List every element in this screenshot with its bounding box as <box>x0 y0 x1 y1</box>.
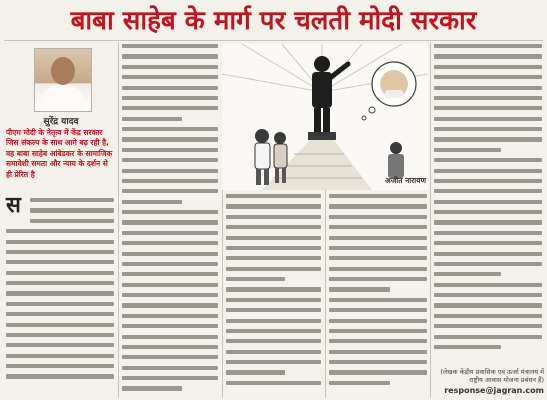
response-email: response@jagran.com <box>444 386 544 395</box>
author-note: (लेखक केंद्रीय प्रवासिक एवं ऊर्जा मंत्रालय में राष्ट्रीय आवास योजना प्रबंधन हैं) <box>440 368 544 384</box>
divider <box>118 42 119 398</box>
drop-cap: स <box>6 193 21 218</box>
author-caption: पीएम मोदी के नेतृत्व में केंद्र सरकार जिस संकल्प के साथ आगे बढ़ रही है, वह बाबा साहेब आंबेडकर के सामाजिक समावेशी समता और न्याय के दर्शन से ही प्रेरित है <box>6 128 113 179</box>
article-column-1 <box>30 198 114 385</box>
cartoon <box>222 44 428 190</box>
divider <box>4 40 543 41</box>
author-photo-face <box>51 57 75 85</box>
article-column-4 <box>329 194 427 391</box>
author-name: सुरेंद्र यादव <box>43 117 79 127</box>
headline: बाबा साहेब के मार्ग पर चलती मोदी सरकार <box>70 6 477 36</box>
cartoon-credit: अजीत नारायण <box>384 176 426 185</box>
article-column-3 <box>226 194 321 391</box>
divider <box>222 190 223 398</box>
article-column-5 <box>434 44 542 355</box>
article-column-2 <box>122 44 218 397</box>
divider <box>325 190 326 398</box>
author-photo <box>34 48 92 112</box>
cartoon-drawing <box>222 44 428 190</box>
divider <box>430 42 431 398</box>
author-photo-shirt <box>41 85 85 112</box>
